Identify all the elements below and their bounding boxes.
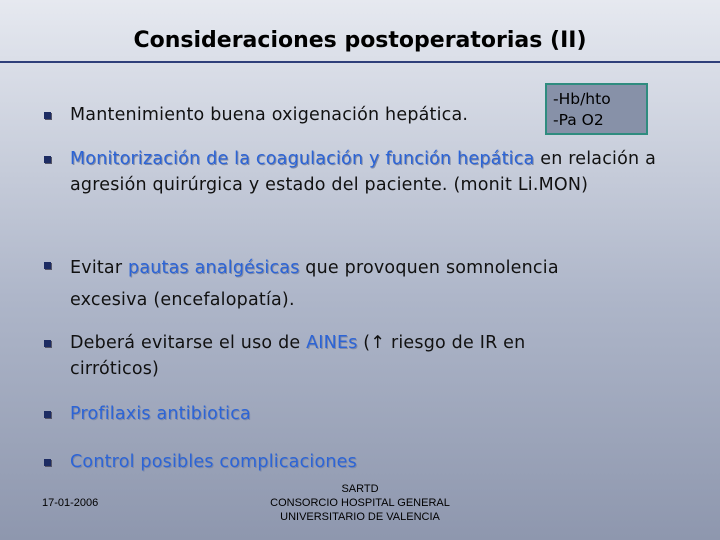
footer-date: 17-01-2006: [42, 497, 99, 509]
bullet-square-icon: [44, 262, 51, 269]
highlight-aines: AINEs: [306, 333, 358, 353]
footer-org-line-1: SARTD: [341, 483, 379, 495]
bullet-square-icon: [44, 459, 51, 466]
lab-values-box: [545, 83, 648, 135]
bullet-text-prophylaxis: [70, 401, 630, 427]
footer-org-line-3: UNIVERSITARIO DE VALENCIA: [280, 511, 440, 523]
bullet-4-pre: Deberá evitarse el uso de: [70, 333, 307, 353]
bullet-square-icon: [44, 156, 51, 163]
footer-org-line-2: CONSORCIO HOSPITAL GENERAL: [270, 497, 450, 509]
highlight-prophylaxis: Profilaxis antibiotica: [70, 404, 251, 424]
box-line-pao2: -Pa O2: [553, 111, 604, 129]
bullet-text-complications: [70, 449, 630, 475]
bullet-4-text: (↑ riesgo de IR en cirróticos): [70, 333, 526, 379]
bullet-1-text: Mantenimiento buena oxigenación hepática.: [70, 105, 469, 125]
highlight-complications: Control posibles complicaciones: [70, 452, 357, 472]
bullet-3-text: que provoquen somnolencia excesiva (encefalopatía).: [70, 258, 559, 310]
title-divider: [0, 61, 720, 63]
bullet-square-icon: [44, 340, 51, 347]
bullet-3-pre: Evitar: [70, 258, 129, 278]
box-line-hb: -Hb/hto: [553, 90, 611, 108]
bullet-square-icon: [44, 112, 51, 119]
bullet-square-icon: [44, 411, 51, 418]
bullet-text-aines: [70, 330, 610, 382]
bullet-text-analgesia: [70, 252, 640, 316]
bullet-text-coagulation: [70, 146, 670, 198]
footer-organization: [210, 482, 510, 524]
slide-title: Consideraciones postoperatorias (II): [133, 28, 587, 53]
highlight-analgesia: pautas analgésicas: [128, 258, 300, 278]
bullet-text-oxygenation: [70, 102, 510, 128]
highlight-coagulation: Monitorización de la coagulación y función hepática: [70, 149, 535, 169]
bullet-2-text: en relación a agresión quirúrgica y estado del paciente. (monit Li.MON): [70, 149, 656, 195]
